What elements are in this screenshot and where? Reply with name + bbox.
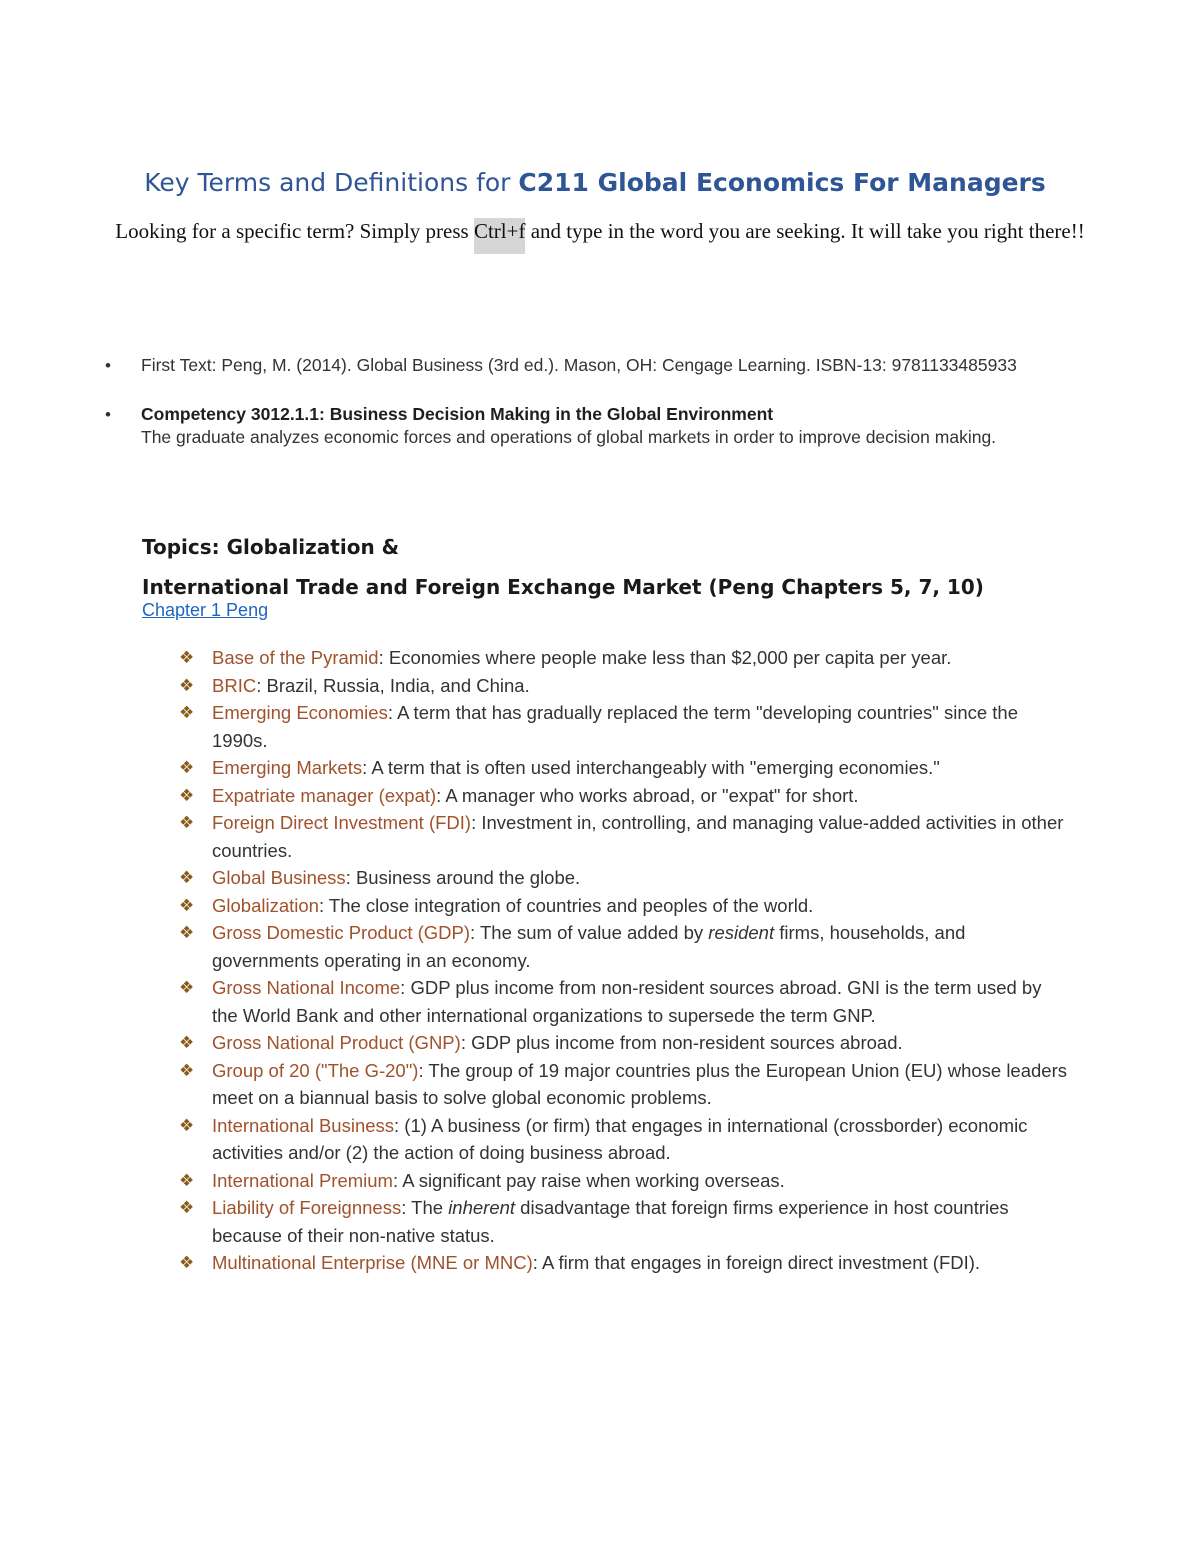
intro-bullets [105, 354, 1041, 475]
list-item [179, 672, 1072, 700]
search-tip-shortcut: Ctrl+f [474, 218, 526, 254]
list-item [179, 892, 1072, 920]
list-item [179, 1167, 1072, 1195]
term-name: Emerging Economies [212, 702, 388, 723]
diamond-bullet-icon: ❖ [179, 675, 195, 695]
competency-heading: Competency 3012.1.1: Business Decision Making in the Global Environment [141, 404, 774, 424]
diamond-bullet-icon: ❖ [179, 758, 195, 777]
diamond-bullet-icon: ❖ [179, 648, 195, 667]
list-item [179, 644, 1072, 672]
term-definition: : The close integration of countries and peoples of the world. [318, 894, 814, 916]
term-definition: : A firm that engages in foreign direct investment (FDI). [532, 1252, 981, 1273]
topics-heading [142, 527, 984, 607]
bullet-dot-icon: • [105, 356, 111, 375]
term-definition: : GDP plus income from non-resident sources abroad. GNI is the term used by the World Bank and other international organizations to supersede the term GNP. [212, 977, 1042, 1026]
term-definition: : Brazil, Russia, India, and China. [256, 674, 530, 696]
term-definition-end: disadvantage that foreign firms experience in host countries because of their non-native status. [212, 1197, 1009, 1246]
term-definition: : A term that is often used interchangeably with "emerging economies." [362, 757, 940, 778]
diamond-bullet-icon: ❖ [179, 1033, 195, 1052]
course-name: C211 Global Economics For Managers [518, 168, 1046, 197]
bullet-dot-icon: • [105, 405, 111, 424]
list-item [179, 782, 1072, 810]
diamond-bullet-icon: ❖ [179, 1170, 195, 1190]
term-name: Globalization [212, 894, 319, 916]
diamond-bullet-icon: ❖ [179, 1198, 195, 1217]
term-definition: : Economies where people make less than $2,000 per capita per year. [378, 647, 952, 668]
diamond-bullet-icon: ❖ [179, 1060, 195, 1080]
term-definition: : Business around the globe. [345, 867, 581, 888]
search-tip-after: and type in the word you are seeking. It will take you right there!! [525, 219, 1085, 243]
topics-line-2: International Trade and Foreign Exchange Market (Peng Chapters 5, 7, 10) [142, 575, 984, 599]
term-name: International Business [212, 1114, 395, 1136]
term-name: Multinational Enterprise (MNE or MNC) [212, 1252, 533, 1273]
diamond-bullet-icon: ❖ [179, 1115, 195, 1135]
bullet-text: First Text: Peng, M. (2014). Global Business (3rd ed.). Mason, OH: Cengage Learning. ISBN-13: 9781133485933 [141, 355, 1017, 375]
term-definition: : The group of 19 major countries plus the European Union (EU) whose leaders meet on a biannual basis to solve global economic problems. [212, 1059, 1068, 1108]
diamond-bullet-icon: ❖ [179, 703, 195, 722]
diamond-bullet-icon: ❖ [179, 785, 195, 805]
term-definition-end: firms, households, and governments operating in an economy. [212, 922, 966, 971]
list-item [179, 699, 1072, 754]
diamond-bullet-icon: ❖ [179, 868, 195, 887]
list-item [179, 864, 1072, 892]
term-name: Group of 20 ("The G-20") [212, 1059, 419, 1081]
bullet-first-text [105, 354, 1041, 377]
bullet-competency [105, 403, 1041, 449]
term-definition-start: : The [401, 1197, 449, 1218]
term-definition: : A significant pay raise when working overseas. [392, 1169, 785, 1191]
search-tip-before: Looking for a specific term? Simply press [115, 219, 474, 243]
list-item [179, 1029, 1072, 1057]
terms-list [179, 644, 1072, 1277]
term-definition: : (1) A business (or firm) that engages in international (crossborder) economic activities and/or (2) the action of doing business abroad. [212, 1114, 1028, 1163]
list-item [179, 1112, 1072, 1167]
title-prefix: Key Terms and Definitions for [144, 168, 519, 197]
list-item [179, 754, 1072, 782]
term-name: BRIC [212, 674, 257, 696]
page-title [0, 168, 1190, 197]
term-name: International Premium [212, 1169, 393, 1191]
diamond-bullet-icon: ❖ [179, 978, 195, 997]
term-definition: : GDP plus income from non-resident sources abroad. [460, 1032, 903, 1053]
term-name: Expatriate manager (expat) [212, 784, 437, 806]
term-name: Liability of Foreignness [212, 1197, 402, 1218]
term-name: Gross Domestic Product (GDP) [212, 922, 471, 943]
term-name: Global Business [212, 867, 346, 888]
diamond-bullet-icon: ❖ [179, 813, 195, 832]
list-item [179, 809, 1072, 864]
term-definition: : Investment in, controlling, and managing value-added activities in other countries. [212, 812, 1064, 861]
list-item [179, 1249, 1072, 1277]
list-item [179, 1194, 1072, 1249]
diamond-bullet-icon: ❖ [179, 895, 195, 915]
diamond-bullet-icon: ❖ [179, 923, 195, 942]
term-name: Gross National Product (GNP) [212, 1032, 461, 1053]
term-name: Foreign Direct Investment (FDI) [212, 812, 472, 833]
term-definition-emphasis: resident [708, 922, 775, 943]
term-name: Base of the Pyramid [212, 647, 379, 668]
term-name: Gross National Income [212, 977, 401, 998]
list-item [179, 974, 1072, 1029]
term-definition: : A manager who works abroad, or "expat" for short. [436, 784, 859, 806]
search-tip [0, 218, 1200, 254]
list-item [179, 919, 1072, 974]
term-name: Emerging Markets [212, 757, 363, 778]
term-definition-start: : The sum of value added by [470, 922, 709, 943]
term-definition: : A term that has gradually replaced the term "developing countries" since the 1990s. [212, 702, 1018, 751]
topics-line-1: Topics: Globalization & [142, 535, 400, 559]
list-item [179, 1057, 1072, 1112]
competency-description: The graduate analyzes economic forces and operations of global markets in order to improve decision making. [141, 427, 997, 447]
diamond-bullet-icon: ❖ [179, 1253, 195, 1272]
chapter-link[interactable]: Chapter 1 Peng [142, 600, 269, 620]
term-definition-emphasis: inherent [448, 1197, 516, 1218]
